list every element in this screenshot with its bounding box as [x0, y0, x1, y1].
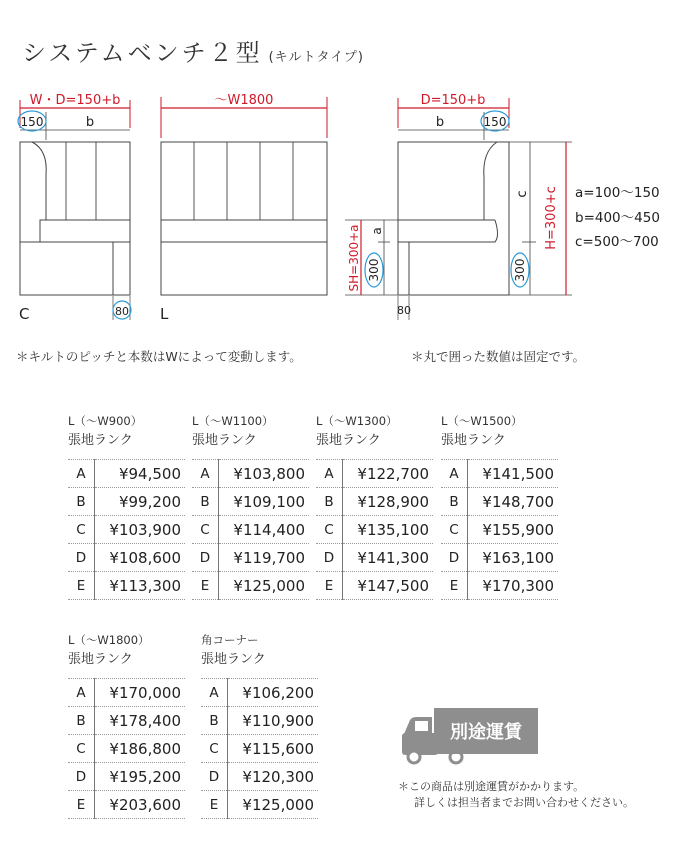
price-cell: ¥99,200 [95, 488, 186, 516]
price-cell: ¥147,500 [343, 572, 434, 600]
side-dim-80: 80 [397, 304, 411, 317]
rank-cell: B [68, 488, 95, 516]
note-quilt: ＊キルトのピッチと本数はWによって変動します。 [16, 349, 302, 364]
price-cell: ¥170,000 [95, 679, 186, 707]
rank-cell: D [68, 763, 95, 791]
rank-cell: B [201, 707, 228, 735]
price-cell: ¥163,100 [468, 544, 559, 572]
table-size-label: L（〜W900） [68, 414, 143, 428]
shipping-notes [398, 779, 634, 811]
side-dim-h: H=300+c [544, 186, 559, 250]
price-table-w1500 [441, 412, 558, 600]
price-cell: ¥125,000 [219, 572, 310, 600]
price-cell: ¥141,500 [468, 460, 559, 488]
table-row [201, 763, 318, 791]
price-cell: ¥122,700 [343, 460, 434, 488]
table-size-label: L（〜W1500） [441, 414, 523, 428]
table-row [192, 516, 309, 544]
shipping-note-1: ＊この商品は別途運賃がかかります。 [398, 780, 585, 793]
price-cell: ¥109,100 [219, 488, 310, 516]
legend-b: b=400〜450 [575, 210, 660, 226]
price-cell: ¥148,700 [468, 488, 559, 516]
price-cell: ¥141,300 [343, 544, 434, 572]
price-cell: ¥119,700 [219, 544, 310, 572]
rank-cell: D [68, 544, 95, 572]
rank-cell: B [441, 488, 468, 516]
side-dim-300-left: 300 [367, 258, 381, 282]
table-size-label: L（〜W1800） [68, 633, 150, 647]
rank-cell: E [68, 791, 95, 819]
table-row [68, 516, 185, 544]
l-unit-label: L [160, 305, 169, 323]
legend-c: c=500〜700 [575, 234, 659, 250]
table-row [68, 544, 185, 572]
rank-cell: B [316, 488, 343, 516]
c-dim-80: 80 [115, 305, 129, 318]
price-cell: ¥94,500 [95, 460, 186, 488]
price-cell: ¥186,800 [95, 735, 186, 763]
note-circled: ＊丸で囲った数値は固定です。 [411, 349, 586, 364]
rank-cell: D [316, 544, 343, 572]
table-row [316, 460, 433, 488]
c-dim-b: b [85, 115, 95, 130]
c-unit-drawing [18, 93, 131, 323]
price-cell: ¥120,300 [228, 763, 319, 791]
rank-label: 張地ランク [192, 433, 257, 448]
price-cell: ¥106,200 [228, 679, 319, 707]
price-cell: ¥178,400 [95, 707, 186, 735]
table-row [441, 460, 558, 488]
table-row [201, 791, 318, 819]
shipping-fee-badge [396, 707, 546, 769]
rank-label: 張地ランク [316, 433, 381, 448]
table-row [201, 707, 318, 735]
table-row [68, 488, 185, 516]
table-row [68, 679, 185, 707]
table-row [68, 763, 185, 791]
price-table-corner [201, 631, 318, 819]
rank-label: 張地ランク [441, 433, 506, 448]
rank-cell: D [441, 544, 468, 572]
side-dim-sh: SH=300+a [347, 224, 361, 292]
legend-a: a=100〜150 [575, 185, 660, 201]
price-cell: ¥113,300 [95, 572, 186, 600]
side-dim-top: D=150+b [420, 93, 486, 108]
price-cell: ¥115,600 [228, 735, 319, 763]
rank-cell: A [201, 679, 228, 707]
rank-cell: C [316, 516, 343, 544]
table-row [441, 544, 558, 572]
table-row [192, 460, 309, 488]
side-dim-b: b [435, 115, 445, 130]
table-row [316, 516, 433, 544]
rank-cell: E [192, 572, 219, 600]
rank-label: 張地ランク [68, 433, 133, 448]
dimension-drawings [0, 0, 680, 330]
rank-cell: A [316, 460, 343, 488]
rank-cell: C [68, 516, 95, 544]
price-cell: ¥135,100 [343, 516, 434, 544]
rank-cell: B [68, 707, 95, 735]
rank-cell: D [192, 544, 219, 572]
table-row [192, 572, 309, 600]
c-dim-top: W・D=150+b [29, 93, 121, 108]
side-dim-c: c [515, 190, 530, 198]
price-cell: ¥114,400 [219, 516, 310, 544]
shipping-note-2: 詳しくは担当者までお問い合わせください。 [414, 796, 634, 809]
table-size-label: L（〜W1300） [316, 414, 398, 428]
table-row [192, 488, 309, 516]
table-size-label: 角コーナー [201, 633, 259, 647]
rank-cell: C [68, 735, 95, 763]
l-dim-top: 〜W1800 [214, 93, 274, 108]
table-size-label: L（〜W1100） [192, 414, 274, 428]
table-row [201, 735, 318, 763]
table-row [316, 488, 433, 516]
price-table-w1800 [68, 631, 185, 819]
price-cell: ¥155,900 [468, 516, 559, 544]
rank-cell: A [192, 460, 219, 488]
l-unit-drawing [160, 93, 327, 323]
price-cell: ¥110,900 [228, 707, 319, 735]
table-row [68, 735, 185, 763]
rank-cell: C [192, 516, 219, 544]
table-row [68, 791, 185, 819]
table-row [441, 516, 558, 544]
table-row [68, 707, 185, 735]
title-sub: (キルトタイプ) [268, 50, 364, 65]
side-dim-300-right: 300 [513, 258, 527, 282]
price-cell: ¥103,800 [219, 460, 310, 488]
rank-cell: E [316, 572, 343, 600]
badge-text: 別途運賃 [450, 722, 522, 743]
table-row [316, 544, 433, 572]
table-row [68, 572, 185, 600]
price-cell: ¥203,600 [95, 791, 186, 819]
table-row [192, 544, 309, 572]
rank-cell: A [68, 460, 95, 488]
rank-label: 張地ランク [68, 652, 133, 667]
side-dim-a: a [370, 227, 384, 235]
price-cell: ¥170,300 [468, 572, 559, 600]
price-table-w900 [68, 412, 185, 600]
table-row [441, 572, 558, 600]
rank-cell: E [68, 572, 95, 600]
rank-cell: A [441, 460, 468, 488]
table-row [68, 460, 185, 488]
price-table-w1100 [192, 412, 309, 600]
rank-cell: E [201, 791, 228, 819]
price-cell: ¥128,900 [343, 488, 434, 516]
rank-label: 張地ランク [201, 652, 266, 667]
rank-cell: C [201, 735, 228, 763]
price-cell: ¥103,900 [95, 516, 186, 544]
c-dim-150: 150 [20, 115, 44, 129]
rank-cell: E [441, 572, 468, 600]
side-dim-150: 150 [483, 115, 507, 129]
side-view-drawing [345, 93, 660, 320]
price-cell: ¥108,600 [95, 544, 186, 572]
rank-cell: C [441, 516, 468, 544]
c-unit-label: C [19, 305, 30, 323]
rank-cell: B [192, 488, 219, 516]
rank-cell: D [201, 763, 228, 791]
table-row [316, 572, 433, 600]
price-cell: ¥195,200 [95, 763, 186, 791]
price-table-w1300 [316, 412, 433, 600]
price-cell: ¥125,000 [228, 791, 319, 819]
table-row [201, 679, 318, 707]
table-row [441, 488, 558, 516]
rank-cell: A [68, 679, 95, 707]
title-main: システムベンチ２型 [22, 39, 263, 67]
